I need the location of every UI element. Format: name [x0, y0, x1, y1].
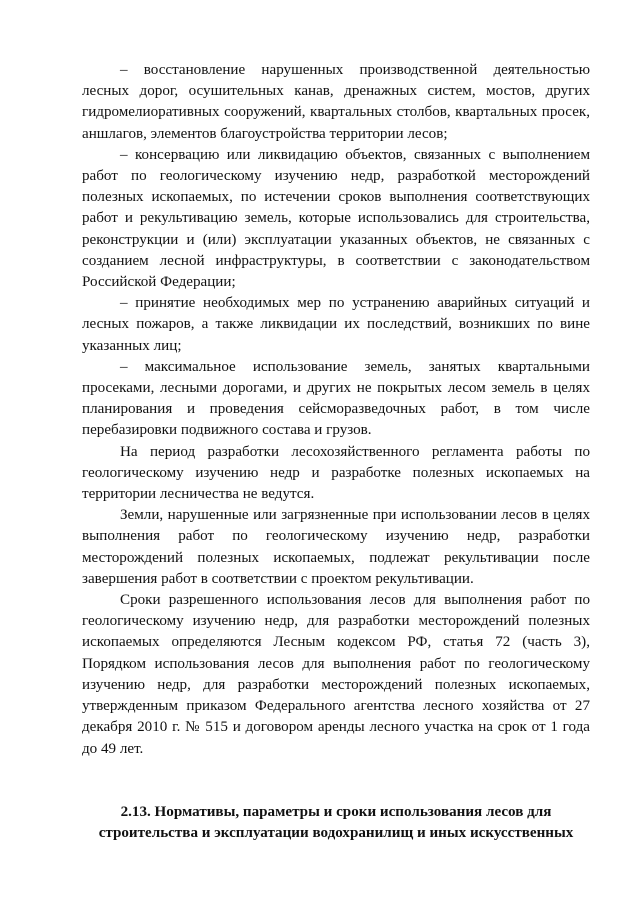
- paragraph-conservation: – консервацию или ликвидацию объектов, связанных с выполнением работ по геологическому изучению недр, разработкой месторождений полезных ископаемых, по истечении сроков выполнения соответствующих работ и рекультивацию земель, которые использовались для строительства, реконструкции и (или) эксплуатации указанных объектов, не связанных с созданием лесной инфраструктуры, в соответствии с законодательством Российской Федерации;: [82, 146, 590, 291]
- paragraph-regulation-period: На период разработки лесохозяйственного регламента работы по геологическому изучению недр и разработке полезных ископаемых на территории лесничества не ведутся.: [82, 443, 590, 503]
- paragraph-restoration: – восстановление нарушенных производственной деятельностью лесных дорог, осушительных канав, дренажных систем, мостов, других гидромелиоративных сооружений, квартальных столбов, квартальных просек, аншлагов, элементов благоустройства территории лесов;: [82, 62, 590, 142]
- section-heading: 2.13. Нормативы, параметры и сроки использования лесов для строительства и эксплуатации водохранилищ и иных искусственных: [98, 803, 574, 841]
- section-spacer: [82, 760, 590, 802]
- paragraph-reclamation: Земли, нарушенные или загрязненные при использовании лесов в целях выполнения работ по геологическому изучению недр, разработки месторождений полезных ископаемых, подлежат рекультивации после завершения работ в соответствии с проектом рекультивации.: [82, 507, 590, 587]
- document-page: [82, 60, 590, 844]
- paragraph-land-use: – максимальное использование земель, занятых квартальными просеками, лесными дорогами, и других не покрытых лесом земель в целях планирования и проведения сейсморазведочных работ, в том числе перебазировки подвижного состава и грузов.: [82, 358, 590, 439]
- paragraph-terms: Сроки разрешенного использования лесов для выполнения работ по геологическому изучению недр, для разработки месторождений полезных ископаемых определяются Лесным кодексом РФ, статья 72 (часть 3), Порядком использования лесов для выполнения работ по геологическому изучению недр, для разработки месторождений полезных ископаемых, утвержденным приказом Федерального агентства лесного хозяйства от 27 декабря 2010 г. № 515 и договором аренды лесного участка на срок от 1 года до 49 лет.: [82, 592, 590, 757]
- paragraph-emergency-measures: – принятие необходимых мер по устранению аварийных ситуаций и лесных пожаров, а также ликвидации их последствий, возникших по вине указанных лиц;: [82, 295, 590, 354]
